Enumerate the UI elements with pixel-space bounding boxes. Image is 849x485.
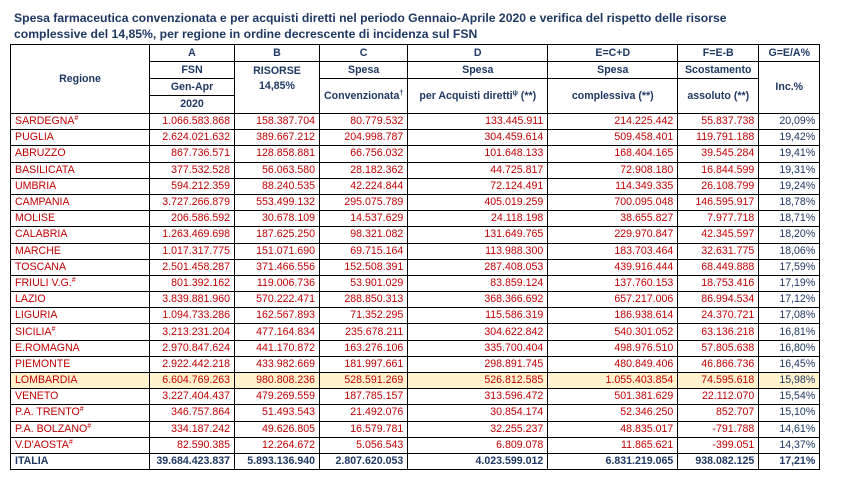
cell-g: 20,09% [759,114,820,130]
region-cell [11,114,150,130]
table-header [11,45,820,114]
cell-a: 1.263.469.698 [150,227,235,243]
cell-c: 187.785.157 [320,389,408,405]
cell-f: 55.837.738 [678,114,759,130]
total-g: 17,21% [759,453,820,469]
cell-e: 186.938.614 [548,308,678,324]
cell-b: 162.567.893 [235,308,320,324]
table-row [11,227,820,243]
region-cell [11,194,150,210]
cell-g: 16,81% [759,324,820,340]
cell-e: 700.095.048 [548,194,678,210]
cell-e: 509.458.401 [548,130,678,146]
region-name: UMBRIA [15,179,57,192]
region-header: Regione [11,45,150,114]
cell-a: 206.586.592 [150,211,235,227]
table-row [11,421,820,437]
cell-b: 980.808.236 [235,373,320,389]
cell-e: 501.381.629 [548,389,678,405]
cell-e: 214.225.442 [548,114,678,130]
title-line-2: complessive del 14,85%, per regione in ordine decrescente di incidenza sul FSN [14,27,478,41]
cell-f: 68.449.888 [678,259,759,275]
cell-e: 52.346.250 [548,405,678,421]
table-row [11,243,820,259]
spesa-c-header: Spesa [320,62,408,79]
cell-c: 28.182.362 [320,162,408,178]
cell-d: 131.649.765 [408,227,548,243]
cell-a: 1.066.583.868 [150,114,235,130]
cell-c: 42.224.844 [320,178,408,194]
cell-b: 30.678.109 [235,211,320,227]
total-region: ITALIA [11,453,150,469]
region-name: LOMBARDIA [15,374,78,387]
table-row [11,259,820,275]
cell-a: 6.604.769.263 [150,373,235,389]
convenzionata-mark: † [399,89,404,97]
cell-a: 82.590.385 [150,437,235,453]
cell-a: 377.532.528 [150,162,235,178]
table-row [11,146,820,162]
cell-c: 69.715.164 [320,243,408,259]
cell-a: 801.392.162 [150,275,235,291]
cell-d: 101.648.133 [408,146,548,162]
cell-c: 163.276.106 [320,340,408,356]
assoluto-header: assoluto (**) [678,79,759,114]
cell-f: 32.631.775 [678,243,759,259]
cell-f: 852.707 [678,405,759,421]
cell-c: 66.756.032 [320,146,408,162]
cell-c: 98.321.082 [320,227,408,243]
cell-a: 2.624.021.632 [150,130,235,146]
cell-g: 15,98% [759,373,820,389]
table-row [11,324,820,340]
cell-a: 2.970.847.624 [150,340,235,356]
region-footnote-mark: # [51,325,56,333]
cell-e: 11.865.621 [548,437,678,453]
table-row [11,405,820,421]
cell-c: 152.508.391 [320,259,408,275]
region-cell [11,389,150,405]
cell-b: 119.006.736 [235,275,320,291]
cell-e: 38.655.827 [548,211,678,227]
cell-a: 3.213.231.204 [150,324,235,340]
convenzionata-header [320,79,408,114]
cell-d: 304.459.614 [408,130,548,146]
region-cell [11,211,150,227]
region-footnote-mark: # [71,276,76,284]
cell-a: 2.922.442.218 [150,356,235,372]
cell-c: 288.850.313 [320,292,408,308]
col-letter-d: D [408,45,548,62]
cell-e: 540.301.052 [548,324,678,340]
total-f: 938.082.125 [678,453,759,469]
cell-f: 146.595.917 [678,194,759,210]
cell-f: 46.866.736 [678,356,759,372]
table-row [11,194,820,210]
cell-g: 18,06% [759,243,820,259]
table-row [11,275,820,291]
acquisti-header [408,79,548,114]
col-letter-c: C [320,45,408,62]
cell-d: 313.596.472 [408,389,548,405]
cell-a: 3.839.881.960 [150,292,235,308]
page-title [14,10,844,42]
cell-e: 498.976.510 [548,340,678,356]
cell-b: 441.170.872 [235,340,320,356]
col-letter-g: G=E/A% [759,45,820,62]
acquisti-note: (**) [517,89,537,102]
cell-e: 183.703.464 [548,243,678,259]
col-letter-f: F=E-B [678,45,759,62]
fsn-period: Gen-Apr [150,79,235,96]
cell-g: 19,31% [759,162,820,178]
cell-d: 304.622.842 [408,324,548,340]
cell-g: 19,24% [759,178,820,194]
region-name: MARCHE [15,244,61,257]
region-cell [11,340,150,356]
cell-f: 26.108.799 [678,178,759,194]
cell-f: 39.545.284 [678,146,759,162]
cell-f: -791.788 [678,421,759,437]
table-row [11,211,820,227]
cell-e: 1.055.403.854 [548,373,678,389]
cell-f: 18.753.416 [678,275,759,291]
region-name: MOLISE [15,212,56,225]
region-name: CALABRIA [15,228,68,241]
cell-a: 3.727.266.879 [150,194,235,210]
table-row [11,114,820,130]
cell-b: 158.387.704 [235,114,320,130]
region-name: P.A. TRENTO [15,406,80,419]
cell-b: 371.466.556 [235,259,320,275]
cell-g: 16,45% [759,356,820,372]
pharma-spending-table [10,44,820,470]
cell-f: 7.977.718 [678,211,759,227]
cell-e: 439.916.444 [548,259,678,275]
cell-a: 346.757.864 [150,405,235,421]
region-cell [11,373,150,389]
cell-c: 235.678.211 [320,324,408,340]
cell-g: 18,71% [759,211,820,227]
cell-e: 72.908.180 [548,162,678,178]
cell-b: 570.222.471 [235,292,320,308]
cell-b: 389.667.212 [235,130,320,146]
risorse-pct: 14,85% [259,80,295,92]
cell-f: 63.136.218 [678,324,759,340]
cell-b: 56.063.580 [235,162,320,178]
cell-a: 2.501.458.287 [150,259,235,275]
cell-c: 528.591.269 [320,373,408,389]
total-a: 39.684.423.837 [150,453,235,469]
cell-e: 168.404.165 [548,146,678,162]
table-row [11,373,820,389]
total-b: 5.893.136.940 [235,453,320,469]
cell-e: 657.217.006 [548,292,678,308]
table-row [11,437,820,453]
region-name: LIGURIA [15,309,58,322]
cell-g: 17,59% [759,259,820,275]
cell-g: 19,41% [759,146,820,162]
cell-b: 477.164.834 [235,324,320,340]
cell-d: 133.445.911 [408,114,548,130]
total-c: 2.807.620.053 [320,453,408,469]
acquisti-mark: ψ [512,89,518,97]
region-name: SICILIA [15,325,52,338]
total-row [11,453,820,469]
cell-g: 17,08% [759,308,820,324]
cell-b: 51.493.543 [235,405,320,421]
region-cell [11,405,150,421]
cell-d: 83.859.124 [408,275,548,291]
cell-d: 335.700.404 [408,340,548,356]
cell-c: 71.352.295 [320,308,408,324]
cell-d: 298.891.745 [408,356,548,372]
cell-c: 295.075.789 [320,194,408,210]
region-cell [11,178,150,194]
cell-g: 17,12% [759,292,820,308]
inc-header: Inc.% [759,62,820,114]
table-body [11,114,820,454]
region-name: FRIULI V.G. [15,276,72,289]
acquisti-label: per Acquisti diretti [419,89,513,102]
region-cell [11,259,150,275]
region-name: TOSCANA [15,260,67,273]
region-cell [11,292,150,308]
cell-f: 22.112.070 [678,389,759,405]
table-row [11,178,820,194]
cell-g: 18,20% [759,227,820,243]
cell-e: 480.849.406 [548,356,678,372]
region-name: ABRUZZO [15,147,66,160]
cell-c: 204.998.787 [320,130,408,146]
cell-b: 12.264.672 [235,437,320,453]
region-cell [11,308,150,324]
region-cell [11,243,150,259]
cell-c: 16.579.781 [320,421,408,437]
region-name: PIEMONTE [15,357,71,370]
total-d: 4.023.599.012 [408,453,548,469]
cell-b: 49.626.805 [235,421,320,437]
cell-c: 5.056.543 [320,437,408,453]
cell-c: 53.901.029 [320,275,408,291]
cell-g: 14,61% [759,421,820,437]
cell-d: 24.118.198 [408,211,548,227]
cell-f: 16.844.599 [678,162,759,178]
cell-e: 137.760.153 [548,275,678,291]
region-name: E.ROMAGNA [15,341,80,354]
cell-d: 72.124.491 [408,178,548,194]
cell-f: -399.051 [678,437,759,453]
cell-g: 15,54% [759,389,820,405]
cell-g: 17,19% [759,275,820,291]
cell-b: 433.982.669 [235,356,320,372]
table-row [11,292,820,308]
complessiva-header: complessiva (**) [548,79,678,114]
cell-g: 18,78% [759,194,820,210]
cell-a: 594.212.359 [150,178,235,194]
cell-f: 42.345.597 [678,227,759,243]
cell-g: 16,80% [759,340,820,356]
region-name: V.D'AOSTA [15,438,69,451]
cell-b: 187.625.250 [235,227,320,243]
cell-c: 181.997.661 [320,356,408,372]
table-total [11,453,820,469]
cell-f: 74.595.618 [678,373,759,389]
cell-a: 1.017.317.775 [150,243,235,259]
cell-e: 48.835.017 [548,421,678,437]
col-letter-a: A [150,45,235,62]
cell-d: 115.586.319 [408,308,548,324]
cell-f: 86.994.534 [678,292,759,308]
spesa-e-header: Spesa [548,62,678,79]
col-letter-b: B [235,45,320,62]
cell-d: 405.019.259 [408,194,548,210]
scostamento-header: Scostamento [678,62,759,79]
risorse-header [235,62,320,114]
cell-f: 57.805.638 [678,340,759,356]
cell-e: 229.970.847 [548,227,678,243]
table-row [11,162,820,178]
region-cell [11,146,150,162]
cell-g: 19,42% [759,130,820,146]
region-cell [11,421,150,437]
region-cell [11,227,150,243]
cell-b: 553.499.132 [235,194,320,210]
region-footnote-mark: # [87,422,92,430]
region-cell [11,356,150,372]
cell-c: 80.779.532 [320,114,408,130]
title-line-1: Spesa farmaceutica convenzionata e per acquisti diretti nel periodo Gennaio-Aprile 2020 e verifica del rispetto delle risorse [14,11,727,25]
cell-a: 1.094.733.286 [150,308,235,324]
convenzionata-label: Convenzionata [324,89,400,102]
cell-a: 334.187.242 [150,421,235,437]
col-letter-e: E=C+D [548,45,678,62]
region-cell [11,130,150,146]
region-name: CAMPANIA [15,196,70,209]
region-name: LAZIO [15,293,46,306]
cell-f: 24.370.721 [678,308,759,324]
cell-d: 6.809.078 [408,437,548,453]
fsn-header: FSN [150,62,235,79]
cell-b: 128.858.881 [235,146,320,162]
region-footnote-mark: # [68,438,73,446]
region-cell [11,275,150,291]
cell-g: 14,37% [759,437,820,453]
region-name: P.A. BOLZANO [15,422,88,435]
cell-e: 114.349.335 [548,178,678,194]
table-row [11,356,820,372]
cell-a: 3.227.404.437 [150,389,235,405]
table-row [11,308,820,324]
table-row [11,130,820,146]
cell-c: 21.492.076 [320,405,408,421]
cell-f: 119.791.188 [678,130,759,146]
cell-d: 368.366.692 [408,292,548,308]
cell-d: 32.255.237 [408,421,548,437]
fsn-year: 2020 [150,96,235,114]
region-cell [11,437,150,453]
region-footnote-mark: # [79,406,84,414]
region-cell [11,324,150,340]
table-row [11,389,820,405]
cell-d: 44.725.817 [408,162,548,178]
cell-b: 151.071.690 [235,243,320,259]
total-e: 6.831.219.065 [548,453,678,469]
table-row [11,340,820,356]
region-footnote-mark: # [74,115,79,123]
cell-d: 526.812.585 [408,373,548,389]
region-cell [11,162,150,178]
risorse-label: RISORSE [253,65,301,77]
region-name: PUGLIA [15,131,54,144]
region-name: SARDEGNA [15,115,75,128]
cell-b: 88.240.535 [235,178,320,194]
cell-d: 287.408.053 [408,259,548,275]
region-name: BASILICATA [15,163,75,176]
cell-c: 14.537.629 [320,211,408,227]
cell-d: 113.988.300 [408,243,548,259]
cell-b: 479.269.559 [235,389,320,405]
cell-a: 867.736.571 [150,146,235,162]
spesa-d-header: Spesa [408,62,548,79]
cell-d: 30.854.174 [408,405,548,421]
cell-g: 15,10% [759,405,820,421]
region-name: VENETO [15,390,59,403]
